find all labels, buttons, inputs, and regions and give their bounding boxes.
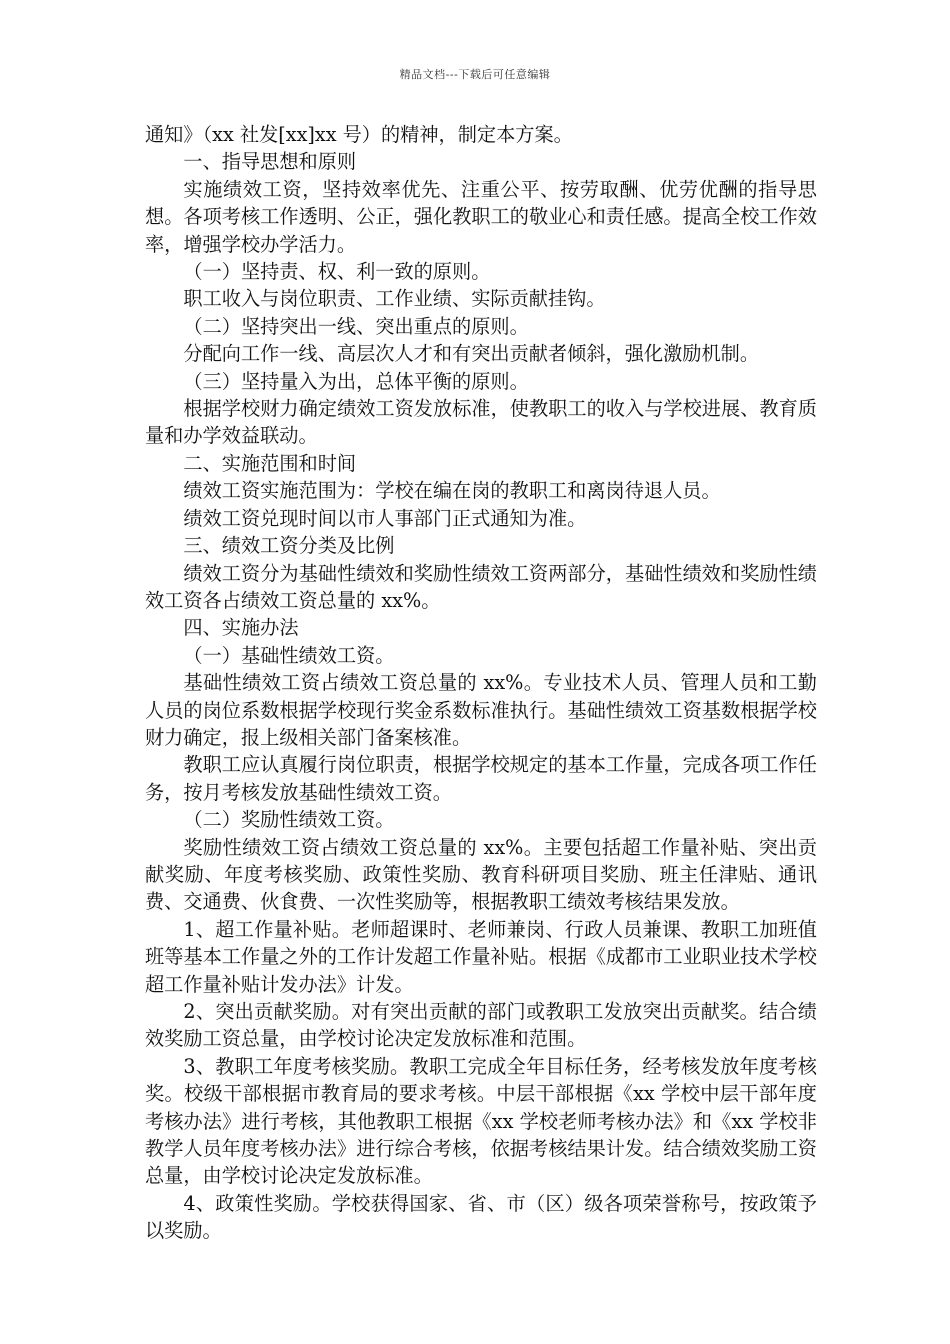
section-heading: 一、指导思想和原则 [183,150,357,174]
subsection-heading: （三）坚持量入为出，总体平衡的原则。 [183,369,529,393]
section-heading: 三、绩效工资分类及比例 [183,534,395,558]
section-heading: 二、实施范围和时间 [183,451,357,475]
paragraph: 绩效工资实施范围为：学校在编在岗的教职工和离岗待退人员。 [183,479,721,503]
list-item: 2、突出贡献奖励。对有突出贡献的部门或教职工发放突出贡献奖。结合绩效奖励工资总量，由学校讨论决定发放标准和范围。 [145,1000,817,1051]
paragraph: 职工收入与岗位职责、工作业绩、实际贡献挂钩。 [183,287,606,311]
paragraph: 绩效工资兑现时间以市人事部门正式通知为准。 [183,506,587,530]
paragraph: 绩效工资分为基础性绩效和奖励性绩效工资两部分，基础性绩效和奖励性绩效工资各占绩效工资总量的 xx%。 [145,561,817,612]
paragraph: 教职工应认真履行岗位职责，根据学校规定的基本工作量，完成各项工作任务，按月考核发放基础性绩效工资。 [145,753,817,804]
list-item: 3、教职工年度考核奖励。教职工完成全年目标任务，经考核发放年度考核奖。校级干部根据市教育局的要求考核。中层干部根据《xx 学校中层干部年度考核办法》进行考核，其他教职工根据《xx 学校老师考核办法》和《xx 学校非教学人员年度考核办法》进行综合考核，依据考核结果计发。结合绩效奖励工资总量，由学校讨论决定发放标准。 [145,1054,817,1188]
subsection-heading: （一）基础性绩效工资。 [183,643,395,667]
paragraph: 根据学校财力确定绩效工资发放标准，使教职工的收入与学校进展、教育质量和办学效益联动。 [145,397,817,448]
section-heading: 四、实施办法 [183,616,299,640]
paragraph: 实施绩效工资，坚持效率优先、注重公平、按劳取酬、优劳优酬的指导思想。各项考核工作透明、公正，强化教职工的敬业心和责任感。提高全校工作效率，增强学校办学活力。 [145,177,817,256]
paragraph: 分配向工作一线、高层次人才和有突出贡献者倾斜，强化激励机制。 [183,342,760,366]
document-body [145,121,817,1245]
paragraph: 通知》（xx 社发[xx]xx 号）的精神，制定本方案。 [145,123,573,146]
paragraph: 基础性绩效工资占绩效工资总量的 xx%。专业技术人员、管理人员和工勤人员的岗位系数根据学校现行奖金系数标准执行。基础性绩效工资基数根据学校财力确定，报上级相关部门备案核准。 [145,671,817,749]
subsection-heading: （二）奖励性绩效工资。 [183,808,395,832]
page-header: 精品文档---下载后可任意编辑 [399,68,551,81]
subsection-heading: （一）坚持责、权、利一致的原则。 [183,260,491,284]
list-item: 1、超工作量补贴。老师超课时、老师兼岗、行政人员兼课、教职工加班值班等基本工作量之外的工作计发超工作量补贴。根据《成都市工业职业技术学校超工作量补贴计发办法》计发。 [145,917,817,996]
subsection-heading: （二）坚持突出一线、突出重点的原则。 [183,314,529,338]
list-item: 4、政策性奖励。学校获得国家、省、市（区）级各项荣誉称号，按政策予以奖励。 [145,1191,817,1243]
paragraph: 奖励性绩效工资占绩效工资总量的 xx%。主要包括超工作量补贴、突出贡献奖励、年度考核奖励、政策性奖励、教育科研项目奖励、班主任津贴、通讯费、交通费、伙食费、一次性奖励等，根据教职工绩效考核结果发放。 [145,835,817,914]
